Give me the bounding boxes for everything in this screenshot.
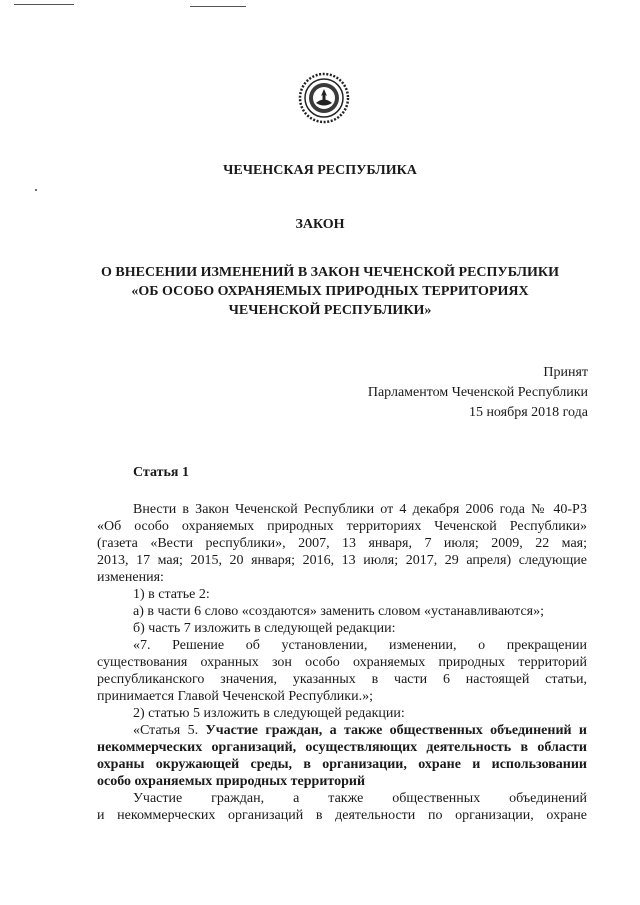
amendment-subitem: б) часть 7 изложить в следующей редакции:	[133, 621, 396, 636]
adopted-label: Принят	[543, 365, 588, 380]
law-title-line: ЧЕЧЕНСКОЙ РЕСПУБЛИКИ»	[228, 303, 432, 318]
article-heading: Статья 1	[133, 465, 189, 480]
article5-title-line: особо охраняемых природных территорий	[97, 774, 366, 789]
intro-line: (газета «Вести республики», 2007, 13 января, 7 июля; 2009, 22 мая;	[97, 536, 587, 551]
adoption-block	[368, 363, 588, 423]
intro-line: «Об особо охраняемых природных территориях Чеченской Республики»	[97, 519, 587, 534]
adopted-date: 15 ноября 2018 года	[468, 405, 588, 420]
amendment-item: 1) в статье 2:	[133, 587, 210, 602]
article5-title-line	[97, 722, 587, 739]
amendment-subitem: а) в части 6 слово «создаются» заменить словом «устанавливаются»;	[133, 604, 545, 619]
adopted-by: Парламентом Чеченской Республики	[367, 385, 588, 400]
law-title-line: О ВНЕСЕНИИ ИЗМЕНЕНИЙ В ЗАКОН ЧЕЧЕНСКОЙ РЕСПУБЛИКИ	[101, 265, 559, 280]
article5-title-line: охраны окружающей среды, в организации, охране и использовании	[97, 757, 587, 772]
document-type: ЗАКОН	[295, 217, 345, 232]
article5-title-line: некоммерческих организаций, осуществляющих деятельность в области	[97, 740, 587, 755]
coat-of-arms-emblem	[298, 72, 350, 124]
article5-title-text: Участие граждан, а также общественных объединений и	[205, 723, 587, 738]
article5-prefix: «Статья 5.	[133, 723, 199, 738]
scan-artifact-line	[14, 4, 74, 5]
law-title	[60, 263, 600, 320]
article-body	[97, 501, 587, 824]
law-title-line: «ОБ ОСОБО ОХРАНЯЕМЫХ ПРИРОДНЫХ ТЕРРИТОРИЯХ	[131, 284, 529, 299]
intro-line: 2013, 17 мая; 2015, 20 января; 2016, 13 июля; 2017, 29 апреля) следующие	[97, 553, 587, 568]
intro-line: Внести в Закон Чеченской Республики от 4 декабря 2006 года № 40-РЗ	[133, 502, 587, 517]
paragraph-line: и некоммерческих организаций в деятельности по организации, охране	[97, 808, 587, 823]
scan-artifact-dot	[35, 189, 37, 191]
scan-artifact-line	[190, 6, 246, 7]
quoted-part-line: существования охранных зон особо охраняемых природных территорий	[97, 655, 587, 670]
intro-line: изменения:	[97, 570, 164, 585]
quoted-part-line: принимается Главой Чеченской Республики.»;	[97, 689, 373, 704]
amendment-item: 2) статью 5 изложить в следующей редакции:	[133, 706, 405, 721]
paragraph-line: Участие граждан, а также общественных объединений	[133, 791, 587, 806]
quoted-part-line: республиканского значения, указанных в части 6 настоящей статьи,	[97, 672, 587, 687]
republic-heading: ЧЕЧЕНСКАЯ РЕСПУБЛИКА	[223, 163, 417, 178]
quoted-part-line: «7. Решение об установлении, изменении, о прекращении	[133, 638, 587, 653]
